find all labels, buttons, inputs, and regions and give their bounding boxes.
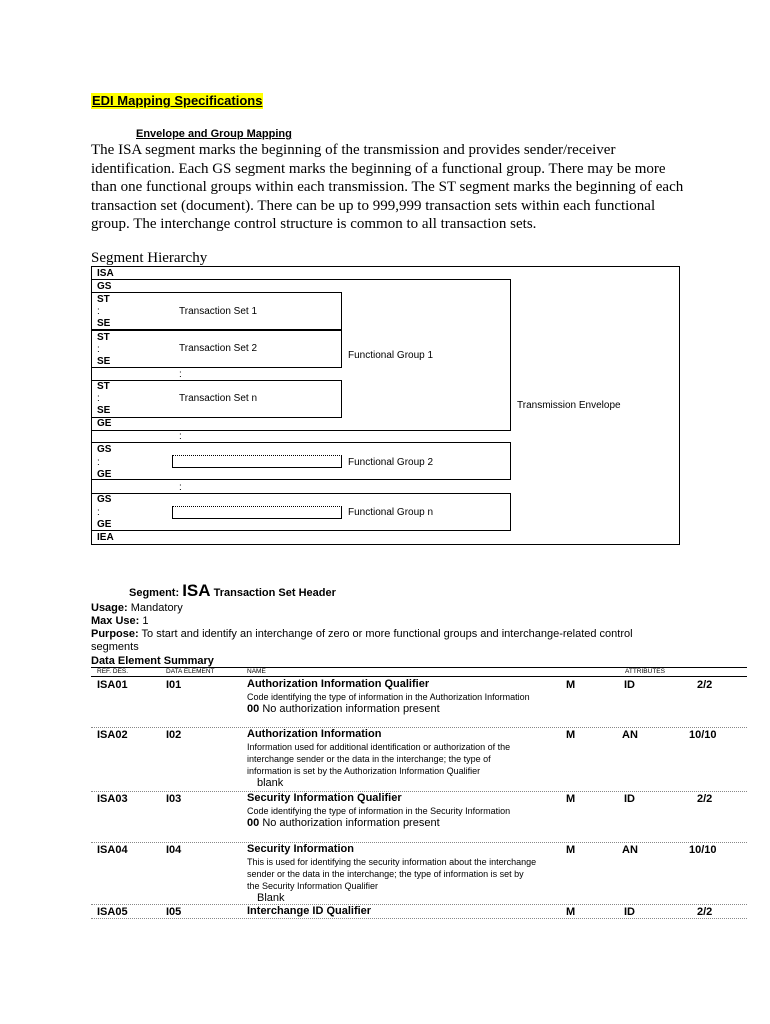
colon-label: : (97, 393, 100, 404)
row-length: 2/2 (697, 906, 713, 918)
functional-group-2-inner-box (172, 455, 342, 468)
row-length: 2/2 (697, 679, 713, 691)
row-description: Information used for additional identification or authorization of the interchange sender or the data in the interchange; the type of information is set by the Authorization Information Qualifier (247, 742, 511, 776)
row-type: ID (624, 679, 635, 691)
maxuse-label: Max Use: (91, 615, 140, 627)
code-value: 00 (247, 703, 260, 715)
functional-group-1-label: Functional Group 1 (348, 350, 434, 361)
transaction-set-1-label: Transaction Set 1 (179, 306, 258, 317)
row-requirement: M (566, 679, 576, 691)
transaction-set-2-label: Transaction Set 2 (179, 343, 258, 354)
st-label: ST (97, 332, 110, 343)
row-description: Code identifying the type of information in the Authorization Information (247, 692, 530, 702)
intro-paragraph: The ISA segment marks the beginning of the transmission and provides sender/receiver identification. Each GS segment marks the beginning of a functional group. There may be more than one functional groups within each transmission. The ST segment marks the beginning of each transaction set (document). There can be up to 999,999 transaction sets within each functional group. The interchange control structure is common to all transaction sets. (91, 142, 684, 232)
row-name-cell (247, 792, 537, 830)
code-text: No authorization information present (262, 703, 440, 715)
segment-hierarchy-heading: Segment Hierarchy (91, 250, 208, 266)
row-name-cell (247, 843, 537, 905)
row-type: ID (624, 906, 635, 918)
usage-line (91, 602, 711, 615)
row-length: 2/2 (697, 793, 713, 805)
row-description: This is used for identifying the security information about the interchange sender or the data in the interchange; the type of information is set by the Security Information Qualifier (247, 857, 537, 891)
row-name: Authorization Information (247, 728, 382, 740)
ge-label: GE (97, 469, 112, 480)
section-subheading: Envelope and Group Mapping (136, 128, 292, 140)
row-element: I01 (166, 679, 182, 691)
row-requirement: M (566, 793, 576, 805)
table-bottom-rule (91, 918, 747, 919)
se-label: SE (97, 356, 111, 367)
code-text: Blank (257, 892, 285, 904)
vertical-ellipsis: : (179, 369, 182, 380)
transmission-envelope-label: Transmission Envelope (517, 400, 621, 411)
document-title: EDI Mapping Specifications (92, 93, 263, 108)
row-type: AN (622, 844, 638, 856)
code-text: No authorization information present (262, 817, 440, 829)
gs-label: GS (97, 444, 112, 455)
row-requirement: M (566, 729, 576, 741)
header-attributes: ATTRIBUTES (625, 668, 665, 675)
vertical-ellipsis: : (179, 431, 182, 442)
row-element: I02 (166, 729, 182, 741)
se-label: SE (97, 318, 111, 329)
functional-group-n-inner-box (172, 506, 342, 519)
row-code (247, 703, 537, 716)
row-element: I04 (166, 844, 182, 856)
usage-label: Usage: (91, 602, 128, 614)
functional-group-n-label: Functional Group n (348, 507, 434, 518)
header-ref-des: REF. DES. (97, 668, 129, 675)
segment-code: ISA (182, 581, 211, 600)
row-name: Authorization Information Qualifier (247, 678, 430, 690)
purpose-line (91, 628, 661, 654)
row-name-cell (247, 678, 537, 716)
segment-name: Transaction Set Header (213, 587, 336, 599)
row-name: Interchange ID Qualifier (247, 905, 372, 917)
row-name-cell (247, 728, 537, 790)
row-type: AN (622, 729, 638, 741)
isa-label: ISA (97, 268, 114, 279)
st-label: ST (97, 294, 110, 305)
iea-label: IEA (97, 532, 114, 543)
purpose-value: To start and identify an interchange of zero or more functional groups and interchange-related control segments (91, 628, 633, 653)
row-code (247, 892, 537, 905)
row-requirement: M (566, 844, 576, 856)
purpose-label: Purpose: (91, 628, 139, 640)
maxuse-line (91, 615, 711, 628)
row-ref: ISA05 (97, 906, 128, 918)
table-header-rule (91, 676, 747, 677)
row-length: 10/10 (689, 729, 717, 741)
ge-label: GE (97, 418, 112, 429)
st-label: ST (97, 381, 110, 392)
segment-heading (129, 583, 336, 601)
row-description: Code identifying the type of information in the Security Information (247, 806, 511, 816)
segment-label: Segment: (129, 587, 180, 599)
row-code (247, 817, 537, 830)
row-name: Security Information Qualifier (247, 792, 402, 804)
gs-label: GS (97, 494, 112, 505)
colon-label: : (97, 344, 100, 355)
row-name: Security Information (247, 843, 354, 855)
row-ref: ISA02 (97, 729, 128, 741)
row-ref: ISA03 (97, 793, 128, 805)
row-element: I03 (166, 793, 182, 805)
code-value: 00 (247, 817, 260, 829)
functional-group-2-label: Functional Group 2 (348, 457, 434, 468)
row-ref: ISA01 (97, 679, 128, 691)
header-name: NAME (247, 668, 266, 675)
usage-value: Mandatory (130, 602, 183, 614)
row-type: ID (624, 793, 635, 805)
colon-label: : (97, 306, 100, 317)
se-label: SE (97, 405, 111, 416)
row-code (247, 777, 537, 790)
row-element: I05 (166, 906, 182, 918)
row-requirement: M (566, 906, 576, 918)
ge-label: GE (97, 519, 112, 530)
row-name-cell (247, 905, 537, 918)
colon-label: : (97, 457, 100, 468)
row-length: 10/10 (689, 844, 717, 856)
row-ref: ISA04 (97, 844, 128, 856)
code-text: blank (257, 777, 284, 789)
header-data-element: DATA ELEMENT (166, 668, 215, 675)
colon-label: : (97, 507, 100, 518)
vertical-ellipsis: : (179, 482, 182, 493)
gs-label: GS (97, 281, 112, 292)
transaction-set-n-label: Transaction Set n (179, 393, 258, 404)
data-element-summary-title: Data Element Summary (91, 655, 214, 667)
maxuse-value: 1 (142, 615, 149, 627)
